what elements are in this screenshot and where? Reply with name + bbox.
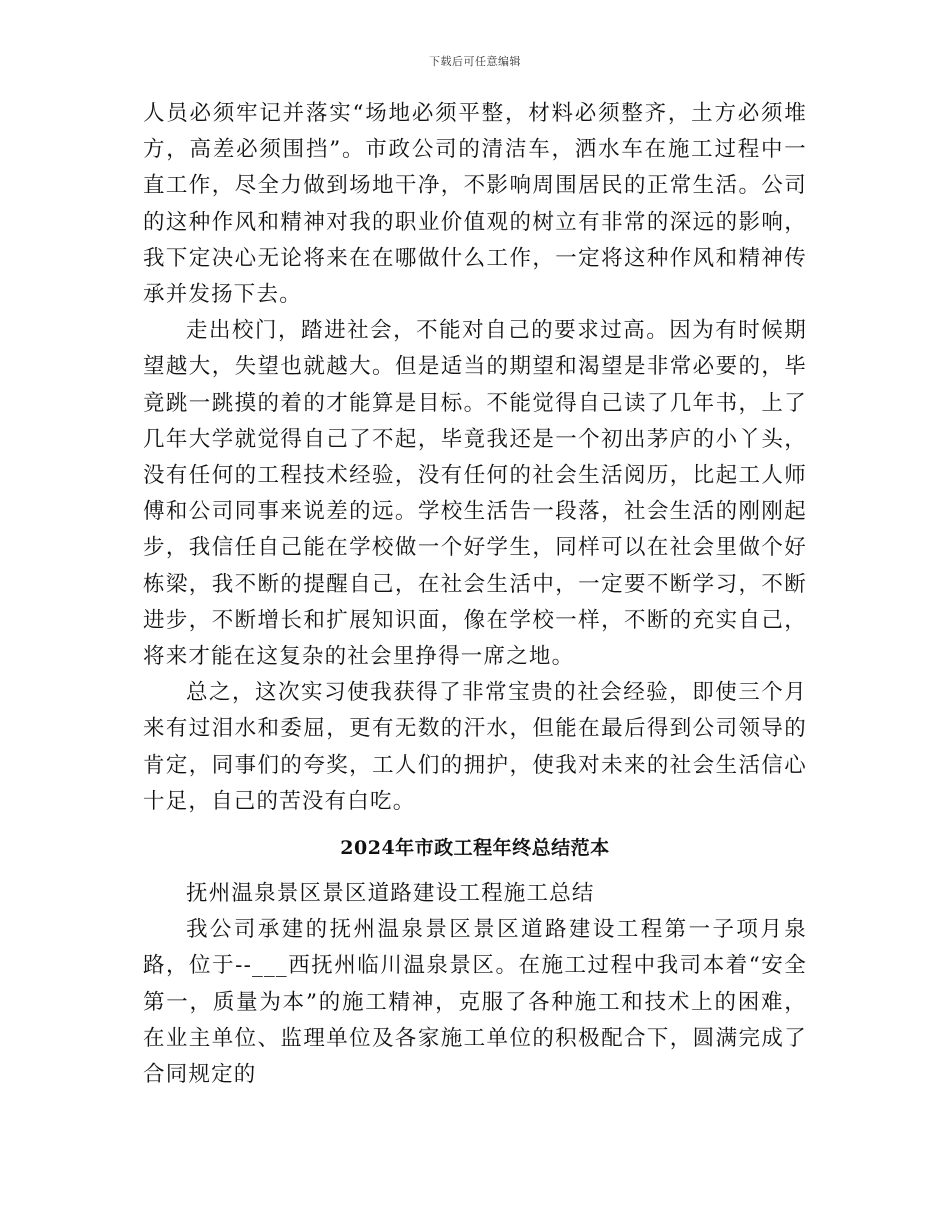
page-header-note: 下载后可任意编辑 (429, 55, 521, 68)
body-paragraph: 人员必须牢记并落实“场地必须平整，材料必须整齐，土方必须堆方，高差必须围挡”。市政公司的清洁车，洒水车在施工过程中一直工作，尽全力做到场地干净，不影响周围居民的正常生活。公司的这种作风和精神对我的职业价值观的树立有非常的深远的影响，我下定决心无论将来在在哪做什么工作，一定将这种作风和精神传承并发扬下去。 (143, 101, 807, 308)
body-paragraph: 总之，这次实习使我获得了非常宝贵的社会经验，即使三个月来有过泪水和委屈，更有无数的汗水，但能在最后得到公司领导的肯定，同事们的夸奖，工人们的拥护，使我对未来的社会生活信心十足，自己的苦没有白吃。 (143, 680, 807, 814)
document-title: 2024年市政工程年终总结范本 (340, 837, 610, 860)
document-body (143, 96, 807, 1093)
body-paragraph: 走出校门，踏进社会，不能对自己的要求过高。因为有时候期望越大，失望也就越大。但是适当的期望和渴望是非常必要的，毕竟跳一跳摸的着的才能算是目标。不能觉得自己读了几年书，上了几年大学就觉得自己了不起，毕竟我还是一个初出茅庐的小丫头，没有任何的工程技术经验，没有任何的社会生活阅历，比起工人师傅和公司同事来说差的远。学校生活告一段落，社会生活的刚刚起步，我信任自己能在学校做一个好学生，同样可以在社会里做个好栋梁，我不断的提醒自己，在社会生活中，一定要不断学习，不断进步，不断增长和扩展知识面，像在学校一样，不断的充实自己，将来才能在这复杂的社会里挣得一席之地。 (143, 318, 807, 670)
document-subtitle: 抚州温泉景区景区道路建设工程施工总结 (186, 881, 595, 907)
body-paragraph: 我公司承建的抚州温泉景区景区道路建设工程第一子项月泉路，位于--___西抚州临川温泉景区。在施工过程中我司本着“安全第一，质量为本”的施工精神，克服了各种施工和技术上的困难，在业主单位、监理单位及各家施工单位的积极配合下，圆满完成了合同规定的 (143, 917, 807, 1088)
